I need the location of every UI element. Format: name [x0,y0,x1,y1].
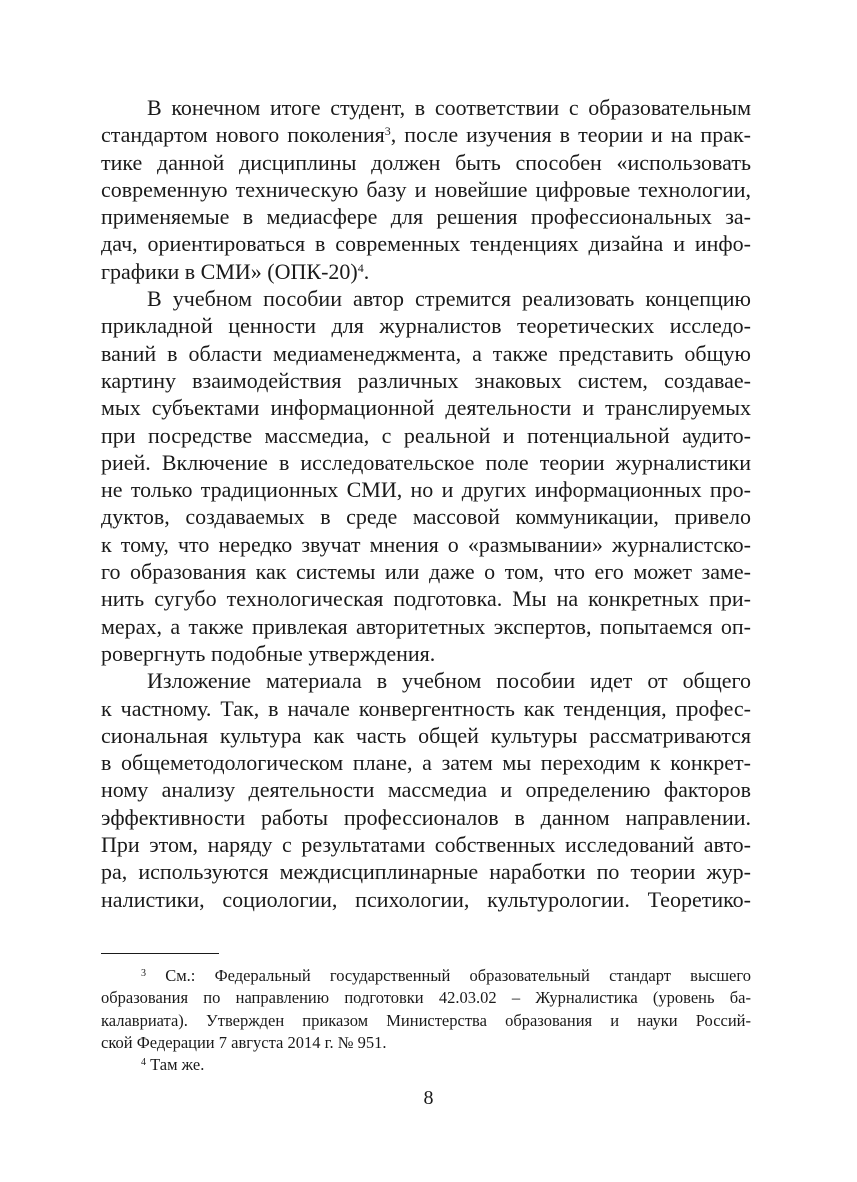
text-line: сиональная культура как часть общей культуры рассматриваются [101,722,751,748]
text-line: современную техническую базу и новейшие цифровые технологии, [101,176,751,202]
footnote-line: $^4$ Там же. [141,1055,205,1075]
text-line: дуктов, создаваемых в среде массовой коммуникации, привело [101,504,751,530]
text-line: мых субъектами информационной деятельности и транслируемых [101,395,751,421]
text-line: Изложение материала в учебном пособии идет от общего [147,668,751,694]
text-line: графики в СМИ» $(ОПК-20)^4$. [101,258,370,284]
footnote-4 [101,1054,751,1076]
text-line: тике данной дисциплины должен быть способен «использовать [101,149,751,175]
footnote-ref-4[interactable]: 4 [357,260,364,275]
text-line: рией. Включение в исследовательское поле теории журналистики [101,449,751,475]
text-line: ровергнуть подобные утверждения. [101,640,436,666]
text-line: В конечном итоге студент, в соответствии с образовательным [147,95,751,120]
footnote-number: 3 [141,968,146,979]
paragraph-3 [101,667,751,913]
text-line: не только традиционных СМИ, но и других информационных про- [101,477,751,503]
text-line: прикладной ценности для журналистов теоретических исследо- [101,313,751,339]
page-number: 8 [423,1087,434,1109]
footnote-number: 4 [141,1057,146,1069]
footnote-line: $^3$ См.: Федеральный государственный образовательный стандарт высшего [141,966,751,985]
footnote-ref-3[interactable]: 3 [384,124,391,139]
text-line: в общеметодологическом плане, а затем мы переходим к конкрет- [101,750,751,776]
paragraph-2 [101,285,751,667]
footnote-divider [101,953,219,954]
text-line: ному анализу деятельности массмедиа и определению факторов [101,777,751,803]
main-text [101,94,751,913]
footnote-line: образования по направлению подготовки 42.03.02 – Журналистика (уровень ба- [101,988,751,1008]
text-line: ваний в области медиаменеджмента, а также представить общую [101,340,751,366]
text-line: к частному. Так, в начале конвергентность как тенденция, профес- [101,695,751,721]
text-line: при посредстве массмедиа, с реальной и потенциальной аудито- [101,422,751,448]
text-line: эффективности работы профессионалов в данном направлении. [101,804,751,830]
text-line: стандартом нового поколения$^3$, после изучения в теории и на прак- [101,122,751,148]
text-line: мерах, а также привлекая авторитетных экспертов, попытаемся оп- [101,613,751,639]
text-line: ра, используются междисциплинарные наработки по теории жур- [101,859,751,885]
footnote-3 [101,965,751,1054]
text-line: дач, ориентироваться в современных тенденциях дизайна и инфо- [101,231,751,257]
footnote-line: ской Федерации 7 августа 2014 г. № 951. [101,1032,387,1052]
text-line: налистики, социологии, психологии, культурологии. Теоретико- [101,886,751,912]
text-line: В учебном пособии автор стремится реализовать концепцию [147,286,751,312]
footnote-line: калавриата). Утвержден приказом Министерства образования и науки Россий- [101,1010,751,1030]
text-line: к тому, что нередко звучат мнения о «размывании» журналистско- [101,531,751,557]
text-line: При этом, наряду с результатами собственных исследований авто- [101,832,751,858]
text-line: го образования как системы или даже о том, что его может заме- [101,559,751,585]
text-line: нить сугубо технологическая подготовка. Мы на конкретных при- [101,586,751,612]
footnotes [101,965,751,1076]
paragraph-1 [101,94,751,285]
text-line: применяемые в медиасфере для решения профессиональных за- [101,204,751,230]
text-line: картину взаимодействия различных знаковых систем, создавае- [101,367,751,393]
